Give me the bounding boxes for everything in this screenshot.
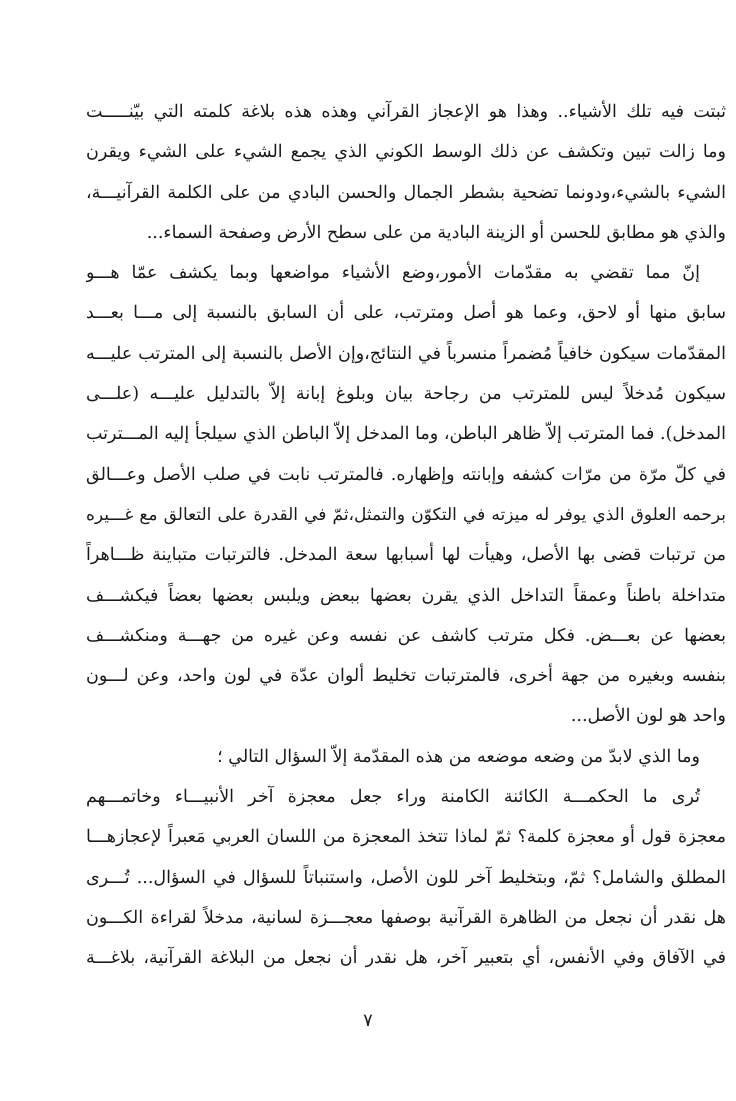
text-line: واحد هو لون الأصل... (570, 706, 726, 727)
body-text (86, 92, 726, 979)
text-line: الشيء بالشيء،ودونما تضحية بشطر الجمال والحسن البادي من على الكلمة القرآنيـــة، (86, 182, 726, 203)
text-line: تُرى ما الحكمـــة الكائنة الكامنة وراء جعل معجزة آخر الأنبيـــاء وخاتمـــهم (86, 787, 700, 808)
text-line: ثبتت فيه تلك الأشياء.. وهذا هو الإعجاز القرآني وهذه هذه بلاغة كلمته التي بيّنـــــت (86, 102, 726, 122)
text-line: في كلّ مرّة من مرّات كشفه وإبانته وإظهاره. فالمترتب نابت في صلب الأصل وعـــالق (86, 464, 726, 485)
text-line: المقدّمات سيكون خافياً مُضمراً منسرباً في النتائج،وإن الأصل بالنسبة إلى المترتب عليـــه (86, 343, 726, 364)
text-line: سابق منها أو لاحق، وعما هو أصل ومترتب، على أن السابق بالنسبة إلى مـــا بعـــد (86, 303, 726, 324)
text-line: وما زالت تبين وتكشف عن ذلك الوسط الكوني الذي يجمع الشيء على الشيء ويقرن (86, 142, 726, 163)
text-line: برحمه العلوق الذي يوفر له ميزته في التكوّن والتمثل،ثمّ في القدرة على التعالق مع غـــيره (86, 504, 726, 525)
text-line: بعضها عن بعـــض. فكل مترتب كاشف عن نفسه وعن غيره من جهـــة ومنكشـــف (86, 625, 726, 646)
page-number: ٧ (363, 1010, 373, 1031)
text-line: سيكون مُدخلاً ليس للمترتب من رجاحة بيان وبلوغ إبانة إلاّ بالتدليل عليـــه (علـــى (86, 384, 726, 405)
text-line: من ترتبات قضى بها الأصل، وهيأت لها أسبابها سعة المدخل. فالترتبات متباينة ظـــاهراً (86, 545, 726, 566)
text-line: وما الذي لابدّ من وضعه موضعه من هذه المقدّمة إلاّ السؤال التالي ؛ (217, 746, 700, 767)
text-line: والذي هو مطابق للحسن أو الزينة البادية من على سطح الأرض وصفحة السماء... (146, 222, 726, 243)
text-line: معجزة قول أو معجزة كلمة؟ ثمّ لماذا تتخذ المعجزة من اللسان العربي مَعبراً لإعجازهـــا (86, 827, 726, 848)
text-line: في الآفاق وفي الأنفس، أي بتعبير آخر، هل نقدر أن نجعل من البلاغة القرآنية، بلاغـــة (86, 948, 726, 969)
text-line: المطلق والشامل؟ ثمّ، وبتخليط آخر للون الأصل، واستنباتاً للسؤال في السؤال... تُـــرى (86, 867, 726, 888)
text-line: متداخلة باطناً وعمقاً التداخل الذي يقرن بعضها ببعض ويلبس بعضها بعضاً فيكشـــف (86, 585, 726, 606)
text-line: بنفسه وبغيره من جهة أخرى، فالمترتبات تخليط ألوان عدّة في لون واحد، وعن لـــون (86, 666, 726, 687)
text-line: هل نقدر أن نجعل من الظاهرة القرآنية بوصفها معجـــزة لسانية، مدخلاً لقراءة الكـــون (86, 907, 726, 928)
text-line: إنّ مما تقضي به مقدّمات الأمور،وضع الأشياء مواضعها وبما يكشف عمّا هـــو (86, 263, 700, 284)
text-line: المدخل). فما المترتب إلاّ ظاهر الباطن، وما المدخل إلاّ الباطن الذي سيلجأ إليه المـــترتب (86, 424, 726, 445)
